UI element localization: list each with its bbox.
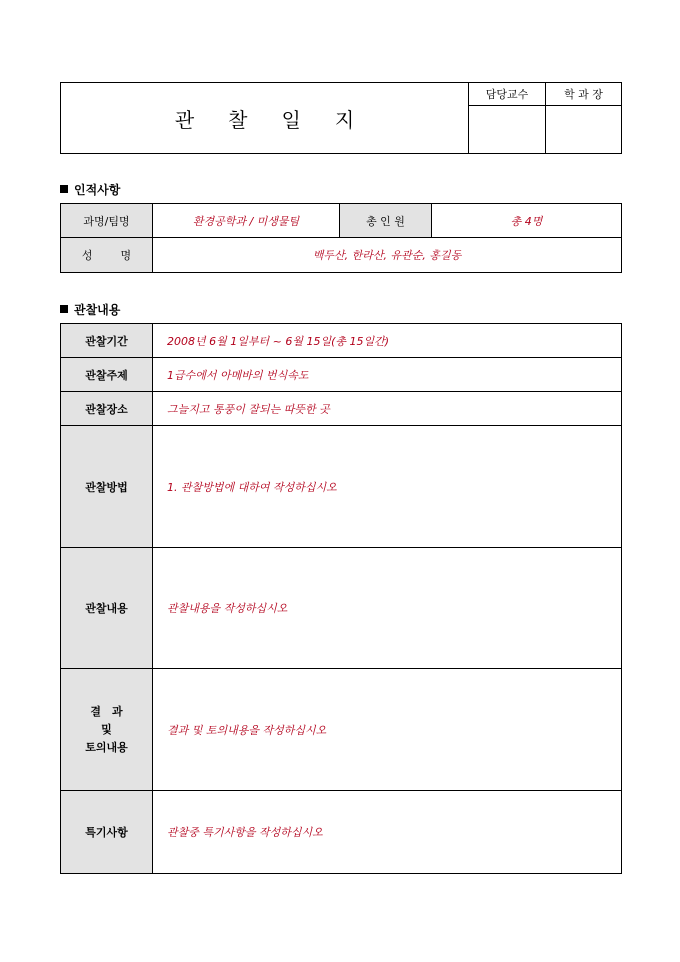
content-value[interactable]: 관찰내용을 작성하십시오 <box>153 548 622 669</box>
document-title <box>61 83 469 154</box>
result-label <box>61 669 153 791</box>
section-title-text: 인적사항 <box>74 183 121 197</box>
name-label-char: 성 <box>81 249 93 262</box>
total-value[interactable]: 총 4명 <box>432 204 622 238</box>
location-value[interactable]: 그늘지고 통풍이 잘되는 따뜻한 곳 <box>153 392 622 426</box>
period-label: 관찰기간 <box>61 324 153 358</box>
approval-sign-professor[interactable] <box>469 106 546 154</box>
notes-label: 특기사항 <box>61 791 153 874</box>
notes-value[interactable]: 관찰중 특기사항을 작성하십시오 <box>153 791 622 874</box>
method-value[interactable]: 1. 관찰방법에 대하여 작성하십시오 <box>153 426 622 548</box>
result-label-line: 및 <box>101 722 112 736</box>
title-char: 찰 <box>228 107 248 132</box>
approval-label-dept-head: 학 과 장 <box>546 83 622 106</box>
method-label: 관찰방법 <box>61 426 153 548</box>
content-label: 관찰내용 <box>61 548 153 669</box>
location-label: 관찰장소 <box>61 392 153 426</box>
result-value[interactable]: 결과 및 토의내용을 작성하십시오 <box>153 669 622 791</box>
section-title-text: 관찰내용 <box>74 303 121 317</box>
bullet-square-icon <box>60 305 68 313</box>
result-label-line: 결 과 <box>90 704 123 718</box>
subject-label: 관찰주제 <box>61 358 153 392</box>
observation-table <box>60 323 622 874</box>
total-label: 총 인 원 <box>340 204 432 238</box>
title-char: 지 <box>334 107 355 132</box>
course-value[interactable]: 환경공학과 / 미생물팀 <box>153 204 340 238</box>
title-table <box>60 82 622 154</box>
name-label-char: 명 <box>120 249 132 262</box>
name-label <box>61 238 153 273</box>
approval-sign-dept-head[interactable] <box>546 106 622 154</box>
name-value[interactable]: 백두산, 한라산, 유관순, 홍길동 <box>153 238 622 273</box>
section-title-observation <box>60 301 120 318</box>
bullet-square-icon <box>60 185 68 193</box>
approval-label-professor: 담당교수 <box>469 83 546 106</box>
course-label: 과명/팀명 <box>61 204 153 238</box>
title-char: 관 <box>174 107 195 132</box>
section-title-personal <box>60 181 120 198</box>
result-label-line: 토의내용 <box>85 740 128 754</box>
title-char: 일 <box>281 107 301 132</box>
period-value[interactable]: 2008년 6월 1일부터 ~ 6월 15일(총 15일간) <box>153 324 622 358</box>
personal-info-table <box>60 203 622 273</box>
subject-value[interactable]: 1급수에서 아메바의 번식속도 <box>153 358 622 392</box>
